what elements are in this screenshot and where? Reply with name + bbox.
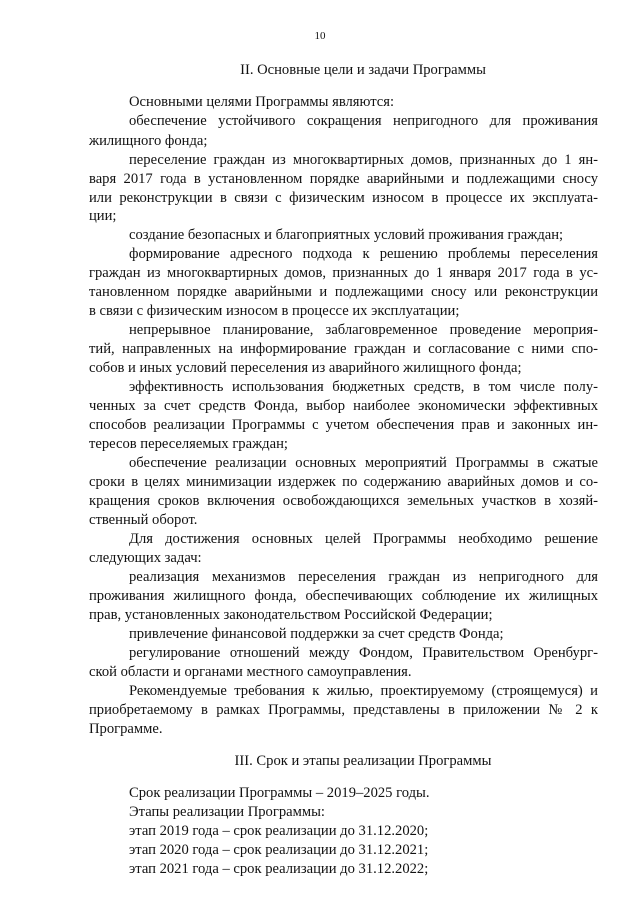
text-line: Для достижения основных целей Программы необходимо решение: [129, 531, 598, 547]
text-line: этап 2021 года – срок реализации до 31.12.2022;: [129, 861, 429, 877]
text-line: Основными целями Программы являются:: [129, 94, 395, 110]
text-line: привлечение финансовой поддержки за счет средств Фонда;: [129, 626, 504, 642]
text-line: этап 2019 года – срок реализации до 31.12.2020;: [129, 823, 429, 839]
text-line: создание безопасных и благоприятных условий проживания граждан;: [129, 227, 564, 243]
text-line: этап 2020 года – срок реализации до 31.12.2021;: [129, 842, 429, 858]
text-line: Рекомендуемые требования к жилью, проектируемому (строящемуся) и: [129, 683, 598, 699]
text-line: граждан из многоквартирных домов, признанных до 1 января 2017 года в ус-: [89, 265, 598, 281]
text-line: Срок реализации Программы – 2019–2025 годы.: [129, 785, 430, 801]
text-line: кращения сроков включения освобождающихся земельных участков в хозяй-: [89, 493, 598, 509]
text-line: обеспечение реализации основных мероприятий Программы в сжатые: [129, 455, 598, 471]
text-line: переселение граждан из многоквартирных домов, признанных до 1 ян-: [129, 152, 598, 168]
text-line: формирование адресного подхода к решению проблемы переселения: [129, 246, 598, 262]
text-line: жилищного фонда;: [89, 133, 208, 149]
page-number: 10: [314, 30, 326, 42]
section-3-heading: III. Срок и этапы реализации Программы: [234, 753, 492, 769]
text-line: обеспечение устойчивого сокращения непригодного для проживания: [129, 113, 598, 129]
text-line: варя 2017 года в установленном порядке аварийными и подлежащими сносу: [89, 171, 598, 187]
text-line: ской области и органами местного самоуправления.: [89, 664, 412, 680]
text-line: ции;: [89, 208, 117, 224]
text-line: реализация механизмов переселения граждан из непригодного для: [129, 569, 598, 585]
text-line: регулирование отношений между Фондом, Правительством Оренбург-: [129, 645, 598, 661]
text-line: сроки в целях минимизации издержек по содержанию аварийных домов и со-: [89, 474, 598, 490]
section-2-heading: II. Основные цели и задачи Программы: [240, 62, 486, 78]
text-line: приобретаемому в рамках Программы, представлены в приложении № 2 к: [89, 702, 598, 718]
text-line: в связи с физическим износом в процессе их эксплуатации;: [89, 303, 460, 319]
text-line: прав, установленных законодательством Российской Федерации;: [89, 607, 493, 623]
text-line: способов реализации Программы с учетом обеспечения прав и законных ин-: [89, 417, 598, 433]
text-line: следующих задач:: [89, 550, 202, 566]
text-line: ственный оборот.: [89, 512, 198, 528]
text-line: или реконструкции в связи с физическим износом в процессе их эксплуата-: [89, 190, 598, 206]
text-line: проживания жилищного фонда, обеспечивающих соблюдение их жилищных: [89, 588, 598, 604]
text-line: собов и иных условий переселения из аварийного жилищного фонда;: [89, 360, 522, 376]
text-line: Этапы реализации Программы:: [129, 804, 325, 820]
text-line: Программе.: [89, 721, 163, 737]
text-line: непрерывное планирование, заблаговременное проведение мероприя-: [129, 322, 598, 338]
text-line: тий, направленных на информирование граждан и согласование с ними спо-: [89, 341, 598, 357]
text-line: тановленном порядке аварийными и подлежащими сносу или реконструкции: [89, 284, 598, 300]
text-line: тересов переселяемых граждан;: [89, 436, 288, 452]
text-line: эффективность использования бюджетных средств, в том числе полу-: [129, 379, 598, 395]
text-line: ченных за счет средств Фонда, выбор наиболее экономически эффективных: [89, 398, 598, 414]
